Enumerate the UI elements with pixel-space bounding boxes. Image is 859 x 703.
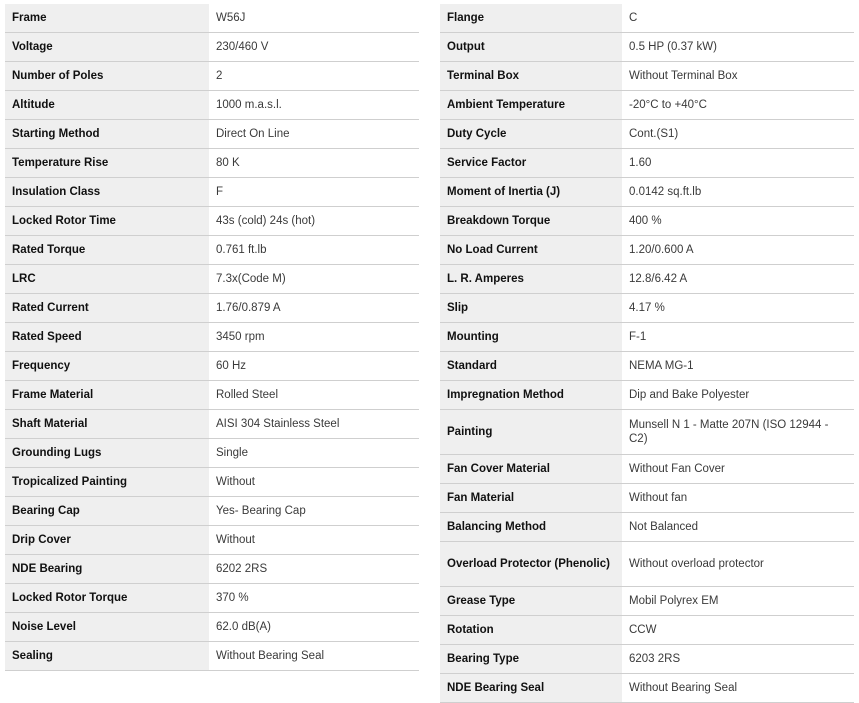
spec-value: 0.0142 sq.ft.lb xyxy=(622,178,854,207)
spec-label: No Load Current xyxy=(440,236,622,265)
spec-label: L. R. Amperes xyxy=(440,265,622,294)
spec-label: Frame Material xyxy=(5,381,209,410)
spec-row xyxy=(440,178,854,207)
spec-row xyxy=(440,542,854,587)
spec-value: 370 % xyxy=(209,584,419,613)
spec-value: 12.8/6.42 A xyxy=(622,265,854,294)
spec-value: 1.60 xyxy=(622,149,854,178)
spec-value: Mobil Polyrex EM xyxy=(622,587,854,616)
spec-value: CCW xyxy=(622,616,854,645)
spec-label: Rated Torque xyxy=(5,236,209,265)
right-spec-body xyxy=(440,4,854,703)
spec-row xyxy=(5,207,419,236)
spec-row xyxy=(5,323,419,352)
spec-label: Locked Rotor Torque xyxy=(5,584,209,613)
spec-row xyxy=(440,645,854,674)
spec-row xyxy=(440,484,854,513)
spec-label: LRC xyxy=(5,265,209,294)
spec-value: Without Bearing Seal xyxy=(622,674,854,703)
spec-value: Not Balanced xyxy=(622,513,854,542)
spec-value: Dip and Bake Polyester xyxy=(622,381,854,410)
right-spec-table xyxy=(440,4,854,703)
spec-row xyxy=(5,149,419,178)
spec-label: Flange xyxy=(440,4,622,33)
spec-value: 62.0 dB(A) xyxy=(209,613,419,642)
spec-value: W56J xyxy=(209,4,419,33)
spec-row xyxy=(440,616,854,645)
spec-row xyxy=(5,468,419,497)
spec-value: Rolled Steel xyxy=(209,381,419,410)
spec-label: Rated Speed xyxy=(5,323,209,352)
spec-row xyxy=(5,120,419,149)
spec-label: Frame xyxy=(5,4,209,33)
spec-row xyxy=(440,294,854,323)
spec-label: Starting Method xyxy=(5,120,209,149)
spec-value: 400 % xyxy=(622,207,854,236)
spec-row xyxy=(5,91,419,120)
spec-row xyxy=(5,62,419,91)
spec-row xyxy=(440,91,854,120)
spec-value: 0.5 HP (0.37 kW) xyxy=(622,33,854,62)
spec-row xyxy=(5,613,419,642)
spec-value: Munsell N 1 - Matte 207N (ISO 12944 - C2) xyxy=(622,410,854,455)
spec-value: -20°C to +40°C xyxy=(622,91,854,120)
spec-label: NDE Bearing xyxy=(5,555,209,584)
spec-value: 7.3x(Code M) xyxy=(209,265,419,294)
spec-row xyxy=(5,33,419,62)
spec-label: Noise Level xyxy=(5,613,209,642)
spec-row xyxy=(440,381,854,410)
spec-label: Rated Current xyxy=(5,294,209,323)
spec-label: Temperature Rise xyxy=(5,149,209,178)
spec-row xyxy=(5,236,419,265)
spec-label: Sealing xyxy=(5,642,209,671)
left-spec-body xyxy=(5,4,419,671)
spec-value: 43s (cold) 24s (hot) xyxy=(209,207,419,236)
spec-value: Cont.(S1) xyxy=(622,120,854,149)
spec-label: Terminal Box xyxy=(440,62,622,91)
spec-label: Fan Cover Material xyxy=(440,455,622,484)
spec-label: Grounding Lugs xyxy=(5,439,209,468)
spec-value: 230/460 V xyxy=(209,33,419,62)
spec-label: Moment of Inertia (J) xyxy=(440,178,622,207)
spec-label: Fan Material xyxy=(440,484,622,513)
spec-value: Without overload protector xyxy=(622,542,854,587)
spec-value: Without xyxy=(209,468,419,497)
spec-row xyxy=(440,265,854,294)
left-spec-table xyxy=(5,4,419,671)
spec-row xyxy=(440,323,854,352)
spec-row xyxy=(5,526,419,555)
spec-row xyxy=(5,642,419,671)
spec-value: Without Bearing Seal xyxy=(209,642,419,671)
spec-row xyxy=(440,207,854,236)
spec-row xyxy=(5,4,419,33)
spec-label: Altitude xyxy=(5,91,209,120)
spec-label: Rotation xyxy=(440,616,622,645)
spec-value: 4.17 % xyxy=(622,294,854,323)
spec-row xyxy=(440,410,854,455)
spec-value: 1.20/0.600 A xyxy=(622,236,854,265)
spec-value: NEMA MG-1 xyxy=(622,352,854,381)
spec-label: Slip xyxy=(440,294,622,323)
spec-value: 60 Hz xyxy=(209,352,419,381)
spec-label: Ambient Temperature xyxy=(440,91,622,120)
spec-label: Bearing Type xyxy=(440,645,622,674)
spec-value: Without Terminal Box xyxy=(622,62,854,91)
spec-label: Duty Cycle xyxy=(440,120,622,149)
spec-label: Mounting xyxy=(440,323,622,352)
spec-value: AISI 304 Stainless Steel xyxy=(209,410,419,439)
spec-value: Without Fan Cover xyxy=(622,455,854,484)
spec-value: 1.76/0.879 A xyxy=(209,294,419,323)
spec-value: Without fan xyxy=(622,484,854,513)
spec-label: Breakdown Torque xyxy=(440,207,622,236)
spec-label: NDE Bearing Seal xyxy=(440,674,622,703)
spec-value: 2 xyxy=(209,62,419,91)
spec-label: Voltage xyxy=(5,33,209,62)
spec-label: Service Factor xyxy=(440,149,622,178)
spec-value: 6203 2RS xyxy=(622,645,854,674)
spec-row xyxy=(5,352,419,381)
spec-value: 3450 rpm xyxy=(209,323,419,352)
spec-label: Painting xyxy=(440,410,622,455)
spec-row xyxy=(440,62,854,91)
spec-row xyxy=(440,149,854,178)
spec-value: Direct On Line xyxy=(209,120,419,149)
spec-label: Insulation Class xyxy=(5,178,209,207)
spec-row xyxy=(5,381,419,410)
spec-value: 6202 2RS xyxy=(209,555,419,584)
spec-row xyxy=(440,674,854,703)
spec-label: Locked Rotor Time xyxy=(5,207,209,236)
spec-value: 1000 m.a.s.l. xyxy=(209,91,419,120)
spec-value: F xyxy=(209,178,419,207)
spec-value: 0.761 ft.lb xyxy=(209,236,419,265)
spec-value: F-1 xyxy=(622,323,854,352)
spec-label: Overload Protector (Phenolic) xyxy=(440,542,622,587)
spec-row xyxy=(440,455,854,484)
spec-row xyxy=(5,265,419,294)
spec-label: Output xyxy=(440,33,622,62)
spec-label: Number of Poles xyxy=(5,62,209,91)
spec-label: Frequency xyxy=(5,352,209,381)
spec-value: C xyxy=(622,4,854,33)
spec-row xyxy=(440,236,854,265)
spec-label: Grease Type xyxy=(440,587,622,616)
spec-row xyxy=(5,294,419,323)
spec-label: Tropicalized Painting xyxy=(5,468,209,497)
spec-label: Drip Cover xyxy=(5,526,209,555)
spec-label: Standard xyxy=(440,352,622,381)
spec-row xyxy=(5,410,419,439)
spec-row xyxy=(440,352,854,381)
spec-value: Without xyxy=(209,526,419,555)
spec-row xyxy=(5,178,419,207)
spec-row xyxy=(440,4,854,33)
spec-label: Shaft Material xyxy=(5,410,209,439)
spec-label: Bearing Cap xyxy=(5,497,209,526)
spec-value: 80 K xyxy=(209,149,419,178)
spec-label: Impregnation Method xyxy=(440,381,622,410)
spec-row xyxy=(5,497,419,526)
spec-row xyxy=(440,120,854,149)
spec-row xyxy=(5,439,419,468)
spec-row xyxy=(440,33,854,62)
spec-row xyxy=(5,584,419,613)
spec-row xyxy=(5,555,419,584)
spec-label: Balancing Method xyxy=(440,513,622,542)
spec-value: Single xyxy=(209,439,419,468)
spec-row xyxy=(440,513,854,542)
spec-row xyxy=(440,587,854,616)
spec-value: Yes- Bearing Cap xyxy=(209,497,419,526)
